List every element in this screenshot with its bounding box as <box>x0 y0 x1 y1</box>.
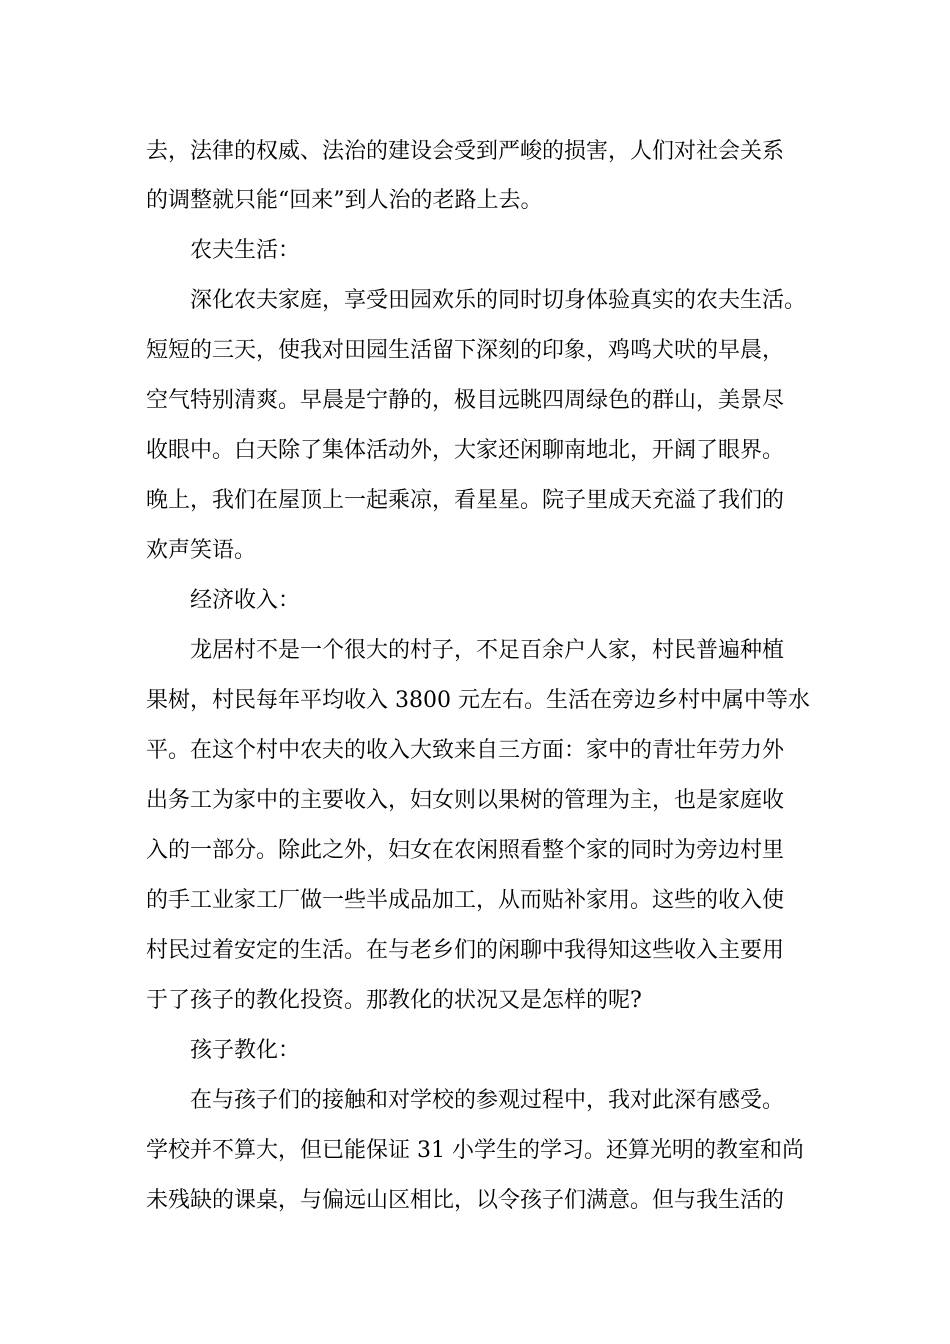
text-line: 入的一部分。除此之外，妇女在农闲照看整个家的同时为旁边村里 <box>146 838 785 863</box>
text-line: 在与孩子们的接触和对学校的参观过程中，我对此深有感受。 <box>190 1088 785 1113</box>
text-line: 的手工业家工厂做一些半成品加工，从而贴补家用。这些的收入使 <box>146 888 785 913</box>
text-line: 深化农夫家庭，享受田园欢乐的同时切身体验真实的农夫生活。 <box>190 288 807 313</box>
text-line: 未残缺的课桌，与偏远山区相比，以令孩子们满意。但与我生活的 <box>146 1188 785 1213</box>
text-line: 的调整就只能“回来”到人治的老路上去。 <box>146 188 543 213</box>
text-line: 空气特别清爽。早晨是宁静的，极目远眺四周绿色的群山，美景尽 <box>146 388 785 413</box>
section-heading-income: 经济收入： <box>190 588 301 613</box>
text-line: 去，法律的权威、法治的建设会受到严峻的损害，人们对社会关系 <box>146 139 785 164</box>
text-line: 收眼中。白天除了集体活动外，大家还闲聊南地北，开阔了眼界。 <box>146 438 785 463</box>
text-line: 出务工为家中的主要收入，妇女则以果树的管理为主，也是家庭收 <box>146 788 785 813</box>
text-line: 村民过着安定的生活。在与老乡们的闲聊中我得知这些收入主要用 <box>146 938 785 963</box>
text-line: 平。在这个村中农夫的收入大致来自三方面：家中的青壮年劳力外 <box>146 738 785 763</box>
text-line: 果树，村民每年平均收入 3800 元左右。生活在旁边乡村中属中等水 <box>146 688 810 713</box>
text-line: 晚上，我们在屋顶上一起乘凉，看星星。院子里成天充溢了我们的 <box>146 488 785 513</box>
text-line: 龙居村不是一个很大的村子，不足百余户人家，村民普遍种植 <box>190 638 785 663</box>
text-line: 于了孩子的教化投资。那教化的状况又是怎样的呢? <box>146 988 642 1013</box>
text-line: 学校并不算大，但已能保证 31 小学生的学习。还算光明的教室和尚 <box>146 1138 804 1163</box>
text-line: 短短的三天，使我对田园生活留下深刻的印象，鸡鸣犬吠的早晨， <box>146 338 785 363</box>
section-heading-education: 孩子教化： <box>190 1038 301 1063</box>
section-heading-farmer-life: 农夫生活： <box>190 238 301 263</box>
text-line: 欢声笑语。 <box>146 538 257 563</box>
